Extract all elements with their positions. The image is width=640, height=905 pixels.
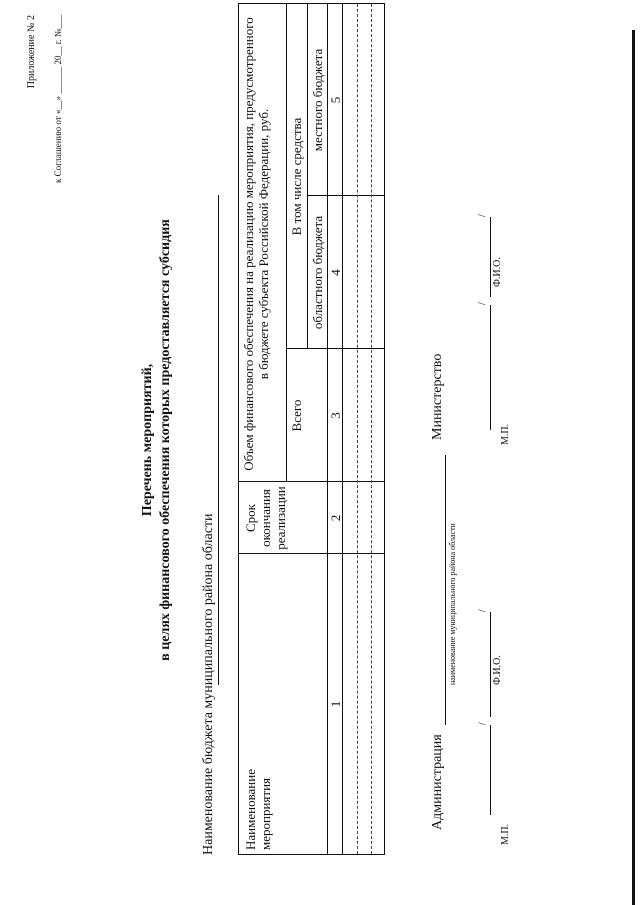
header-event-name: Наименование мероприятия [243,769,273,850]
administration-caption: наименование муниципального района области [448,523,457,685]
administration-fio-caption: Ф.И.О. [492,655,503,685]
budget-name-line [218,195,219,685]
ministry-seal: М.П. [500,423,511,445]
ministry-label: Министерство [430,353,445,440]
column-number-3: 3 [328,412,343,419]
empty-row-line [371,4,372,854]
administration-fio-line [490,612,491,717]
ministry-fio-caption: Ф.И.О. [492,257,503,287]
header-local-budget: местного бюджета [310,48,325,152]
budget-name-label: Наименование бюджета муниципального района области [201,513,216,855]
header-including-funds: В том числе средства [289,117,304,236]
column-number-4: 4 [328,269,343,276]
table-rule [307,4,308,349]
administration-label: Администрация [430,734,445,830]
administration-signature-line [490,725,491,815]
page-edge-line [632,30,635,905]
page-subtitle: в целях финансового обеспечения которых предоставляется субсидия [158,219,173,661]
empty-row-line [357,4,358,854]
agreement-reference: к Соглашению от «__» ______ 20__ г. №___ [53,15,63,183]
header-regional-budget: областного бюджета [310,215,325,330]
page-title: Перечень мероприятий, [140,363,155,517]
column-number-1: 1 [328,700,343,708]
header-funding-volume: Объем финансового обеспечения на реализацию мероприятия, предусмотренного в бюджете субъекта Российской Федерации, руб. [241,17,271,471]
ministry-fio-line [490,217,491,297]
appendix-label: Приложение № 2 [26,15,37,89]
header-deadline: Срок окончания реализации [243,486,288,550]
table-rule [286,4,287,482]
slash-separator: / [477,609,488,612]
ministry-signature-line [490,305,491,430]
slash-separator: / [477,214,488,217]
administration-seal: М.П. [500,823,511,845]
table-divider [239,481,384,482]
column-number-5: 5 [328,96,343,104]
administration-name-line [445,455,446,725]
table-divider [239,553,384,554]
header-total: Всего [289,399,304,432]
document-sheet [25,5,585,875]
slash-separator: / [477,722,488,725]
column-number-2: 2 [328,514,343,522]
events-table [238,3,385,855]
slash-separator: / [477,302,488,305]
